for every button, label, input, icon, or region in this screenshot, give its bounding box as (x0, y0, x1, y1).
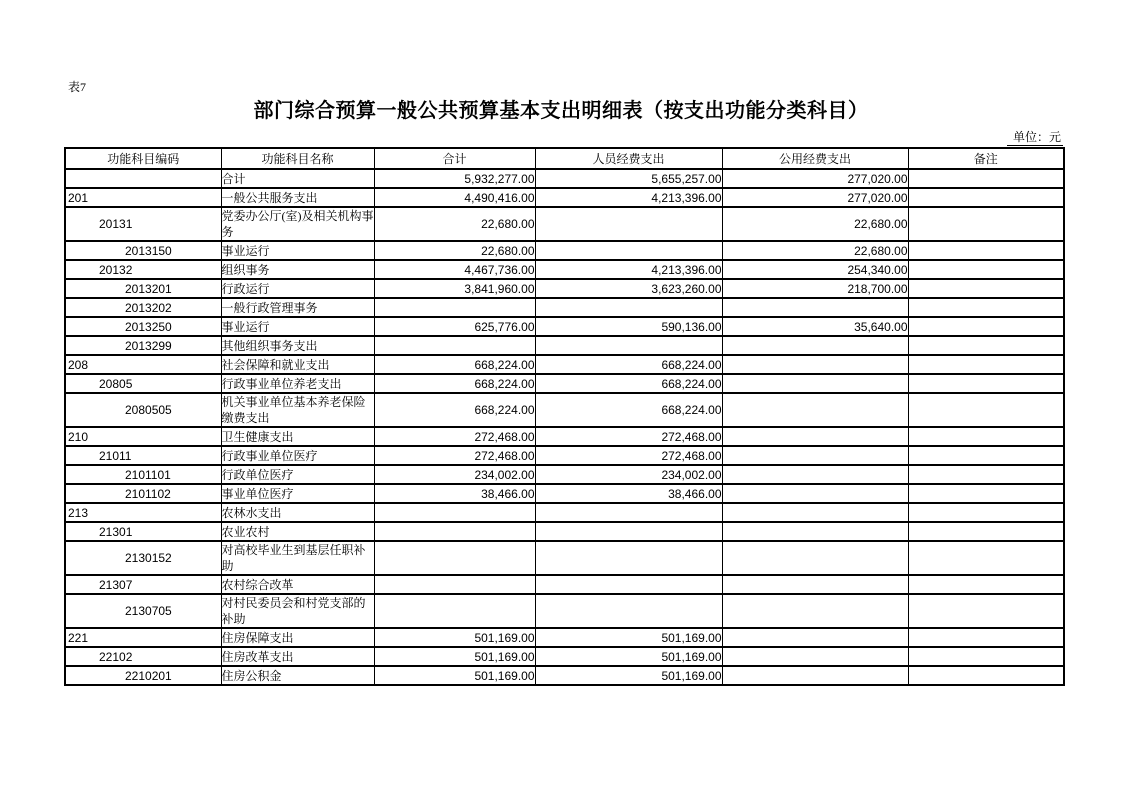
cell-note (908, 207, 1064, 241)
cell-function-code: 2101102 (65, 484, 221, 503)
cell-note (908, 188, 1064, 207)
cell-total: 272,468.00 (374, 427, 535, 446)
cell-personnel-expense: 501,169.00 (535, 628, 722, 647)
cell-function-name: 行政事业单位养老支出 (221, 374, 374, 393)
cell-function-code: 2080505 (65, 393, 221, 427)
cell-function-code: 2130705 (65, 594, 221, 628)
cell-public-expense (722, 298, 908, 317)
cell-public-expense: 277,020.00 (722, 188, 908, 207)
cell-public-expense (722, 628, 908, 647)
cell-personnel-expense: 272,468.00 (535, 446, 722, 465)
unit-note (64, 128, 1063, 145)
cell-function-name: 事业运行 (221, 317, 374, 336)
cell-total: 234,002.00 (374, 465, 535, 484)
cell-note (908, 260, 1064, 279)
table-row (65, 355, 1064, 374)
cell-total (374, 298, 535, 317)
table-body (65, 169, 1064, 685)
cell-function-code: 22102 (65, 647, 221, 666)
cell-total (374, 594, 535, 628)
table-row (65, 279, 1064, 298)
table-row (65, 647, 1064, 666)
cell-function-code: 2013201 (65, 279, 221, 298)
cell-note (908, 465, 1064, 484)
col-header-personnel-expense: 人员经费支出 (535, 148, 722, 169)
cell-public-expense (722, 427, 908, 446)
table-row (65, 298, 1064, 317)
cell-function-name: 一般行政管理事务 (221, 298, 374, 317)
cell-function-code (65, 169, 221, 188)
cell-personnel-expense (535, 298, 722, 317)
cell-total (374, 522, 535, 541)
cell-note (908, 169, 1064, 188)
cell-total: 501,169.00 (374, 666, 535, 685)
cell-total (374, 336, 535, 355)
cell-function-code: 201 (65, 188, 221, 207)
cell-note (908, 241, 1064, 260)
cell-function-name: 对高校毕业生到基层任职补助 (221, 541, 374, 575)
cell-note (908, 317, 1064, 336)
cell-function-name: 党委办公厅(室)及相关机构事务 (221, 209, 374, 239)
cell-personnel-expense: 501,169.00 (535, 647, 722, 666)
cell-function-name: 卫生健康支出 (221, 427, 374, 446)
table-row (65, 465, 1064, 484)
cell-personnel-expense: 272,468.00 (535, 427, 722, 446)
cell-total: 668,224.00 (374, 374, 535, 393)
cell-function-name: 行政运行 (221, 279, 374, 298)
cell-personnel-expense (535, 575, 722, 594)
table-row (65, 446, 1064, 465)
cell-total (374, 541, 535, 575)
cell-function-name: 住房保障支出 (221, 628, 374, 647)
cell-function-name: 一般公共服务支出 (221, 188, 374, 207)
cell-note (908, 279, 1064, 298)
cell-total: 38,466.00 (374, 484, 535, 503)
cell-public-expense: 22,680.00 (722, 207, 908, 241)
cell-personnel-expense: 234,002.00 (535, 465, 722, 484)
table-row (65, 336, 1064, 355)
cell-personnel-expense (535, 503, 722, 522)
cell-public-expense (722, 666, 908, 685)
table-row (65, 427, 1064, 446)
cell-public-expense: 35,640.00 (722, 317, 908, 336)
cell-function-code: 21011 (65, 446, 221, 465)
cell-public-expense (722, 575, 908, 594)
cell-personnel-expense: 668,224.00 (535, 393, 722, 427)
cell-personnel-expense (535, 522, 722, 541)
cell-function-name: 农业农村 (221, 522, 374, 541)
col-header-function-code: 功能科目编码 (65, 148, 221, 169)
cell-function-name: 机关事业单位基本养老保险缴费支出 (221, 393, 374, 427)
cell-public-expense: 22,680.00 (722, 241, 908, 260)
unit-note-text: 单位：元 (1007, 130, 1063, 146)
cell-function-name: 农林水支出 (221, 503, 374, 522)
cell-public-expense (722, 503, 908, 522)
cell-personnel-expense: 668,224.00 (535, 374, 722, 393)
budget-table (64, 147, 1065, 686)
table-row (65, 260, 1064, 279)
cell-personnel-expense (535, 336, 722, 355)
cell-function-code: 20131 (65, 207, 221, 241)
cell-personnel-expense (535, 594, 722, 628)
cell-total (374, 503, 535, 522)
table-row (65, 188, 1064, 207)
cell-note (908, 594, 1064, 628)
cell-personnel-expense: 668,224.00 (535, 355, 722, 374)
cell-total: 22,680.00 (374, 207, 535, 241)
cell-note (908, 298, 1064, 317)
col-header-note: 备注 (908, 148, 1064, 169)
cell-personnel-expense: 4,213,396.00 (535, 260, 722, 279)
cell-public-expense (722, 594, 908, 628)
table-row (65, 575, 1064, 594)
cell-function-code: 2013250 (65, 317, 221, 336)
cell-total: 4,467,736.00 (374, 260, 535, 279)
col-header-function-name: 功能科目名称 (221, 148, 374, 169)
cell-total: 668,224.00 (374, 355, 535, 374)
cell-note (908, 446, 1064, 465)
cell-function-name: 事业单位医疗 (221, 484, 374, 503)
cell-note (908, 374, 1064, 393)
cell-note (908, 393, 1064, 427)
cell-function-name: 合计 (221, 169, 374, 188)
cell-public-expense (722, 446, 908, 465)
sheet-label: 表7 (68, 80, 87, 94)
table-row (65, 541, 1064, 575)
cell-function-code: 20132 (65, 260, 221, 279)
table-row (65, 503, 1064, 522)
cell-note (908, 628, 1064, 647)
cell-function-name: 农村综合改革 (221, 575, 374, 594)
cell-personnel-expense: 5,655,257.00 (535, 169, 722, 188)
cell-public-expense (722, 355, 908, 374)
cell-total: 668,224.00 (374, 393, 535, 427)
cell-function-code: 221 (65, 628, 221, 647)
cell-total: 501,169.00 (374, 647, 535, 666)
cell-personnel-expense: 38,466.00 (535, 484, 722, 503)
cell-function-name: 对村民委员会和村党支部的补助 (221, 594, 374, 628)
table-row (65, 169, 1064, 188)
cell-public-expense (722, 484, 908, 503)
table-row (65, 374, 1064, 393)
cell-total: 22,680.00 (374, 241, 535, 260)
cell-public-expense: 254,340.00 (722, 260, 908, 279)
cell-function-name: 事业运行 (221, 241, 374, 260)
cell-public-expense: 218,700.00 (722, 279, 908, 298)
cell-public-expense (722, 541, 908, 575)
cell-note (908, 503, 1064, 522)
cell-public-expense (722, 336, 908, 355)
cell-note (908, 647, 1064, 666)
cell-personnel-expense: 3,623,260.00 (535, 279, 722, 298)
cell-function-code: 208 (65, 355, 221, 374)
table-row (65, 594, 1064, 628)
cell-function-code: 2130152 (65, 541, 221, 575)
cell-public-expense: 277,020.00 (722, 169, 908, 188)
cell-note (908, 336, 1064, 355)
cell-public-expense (722, 522, 908, 541)
cell-public-expense (722, 465, 908, 484)
cell-function-code: 21307 (65, 575, 221, 594)
cell-note (908, 355, 1064, 374)
cell-function-name: 住房公积金 (221, 666, 374, 685)
cell-personnel-expense (535, 541, 722, 575)
cell-function-code: 210 (65, 427, 221, 446)
table-row (65, 666, 1064, 685)
table-row (65, 207, 1064, 241)
table-row (65, 628, 1064, 647)
cell-personnel-expense (535, 241, 722, 260)
cell-note (908, 427, 1064, 446)
cell-total: 3,841,960.00 (374, 279, 535, 298)
table-row (65, 484, 1064, 503)
cell-function-code: 213 (65, 503, 221, 522)
cell-function-code: 2210201 (65, 666, 221, 685)
header-row (65, 148, 1064, 169)
cell-public-expense (722, 374, 908, 393)
col-header-public-expense: 公用经费支出 (722, 148, 908, 169)
col-header-total: 合计 (374, 148, 535, 169)
cell-note (908, 522, 1064, 541)
cell-function-code: 21301 (65, 522, 221, 541)
page-title: 部门综合预算一般公共预算基本支出明细表（按支出功能分类科目） (253, 100, 869, 122)
cell-total: 5,932,277.00 (374, 169, 535, 188)
cell-total: 625,776.00 (374, 317, 535, 336)
table-row (65, 522, 1064, 541)
cell-total: 272,468.00 (374, 446, 535, 465)
cell-function-name: 组织事务 (221, 260, 374, 279)
cell-note (908, 666, 1064, 685)
cell-personnel-expense (535, 207, 722, 241)
cell-total: 4,490,416.00 (374, 188, 535, 207)
cell-personnel-expense: 4,213,396.00 (535, 188, 722, 207)
cell-function-name: 社会保障和就业支出 (221, 355, 374, 374)
table-row (65, 241, 1064, 260)
cell-function-name: 住房改革支出 (221, 647, 374, 666)
cell-function-name: 行政单位医疗 (221, 465, 374, 484)
cell-function-name: 行政事业单位医疗 (221, 446, 374, 465)
cell-personnel-expense: 590,136.00 (535, 317, 722, 336)
cell-function-code: 2101101 (65, 465, 221, 484)
cell-function-code: 2013150 (65, 241, 221, 260)
cell-function-code: 2013299 (65, 336, 221, 355)
cell-public-expense (722, 393, 908, 427)
cell-note (908, 484, 1064, 503)
table-row (65, 393, 1064, 427)
cell-total (374, 575, 535, 594)
cell-function-code: 20805 (65, 374, 221, 393)
table-row (65, 317, 1064, 336)
cell-note (908, 575, 1064, 594)
cell-function-code: 2013202 (65, 298, 221, 317)
cell-public-expense (722, 647, 908, 666)
cell-personnel-expense: 501,169.00 (535, 666, 722, 685)
cell-total: 501,169.00 (374, 628, 535, 647)
cell-note (908, 541, 1064, 575)
cell-function-name: 其他组织事务支出 (221, 336, 374, 355)
